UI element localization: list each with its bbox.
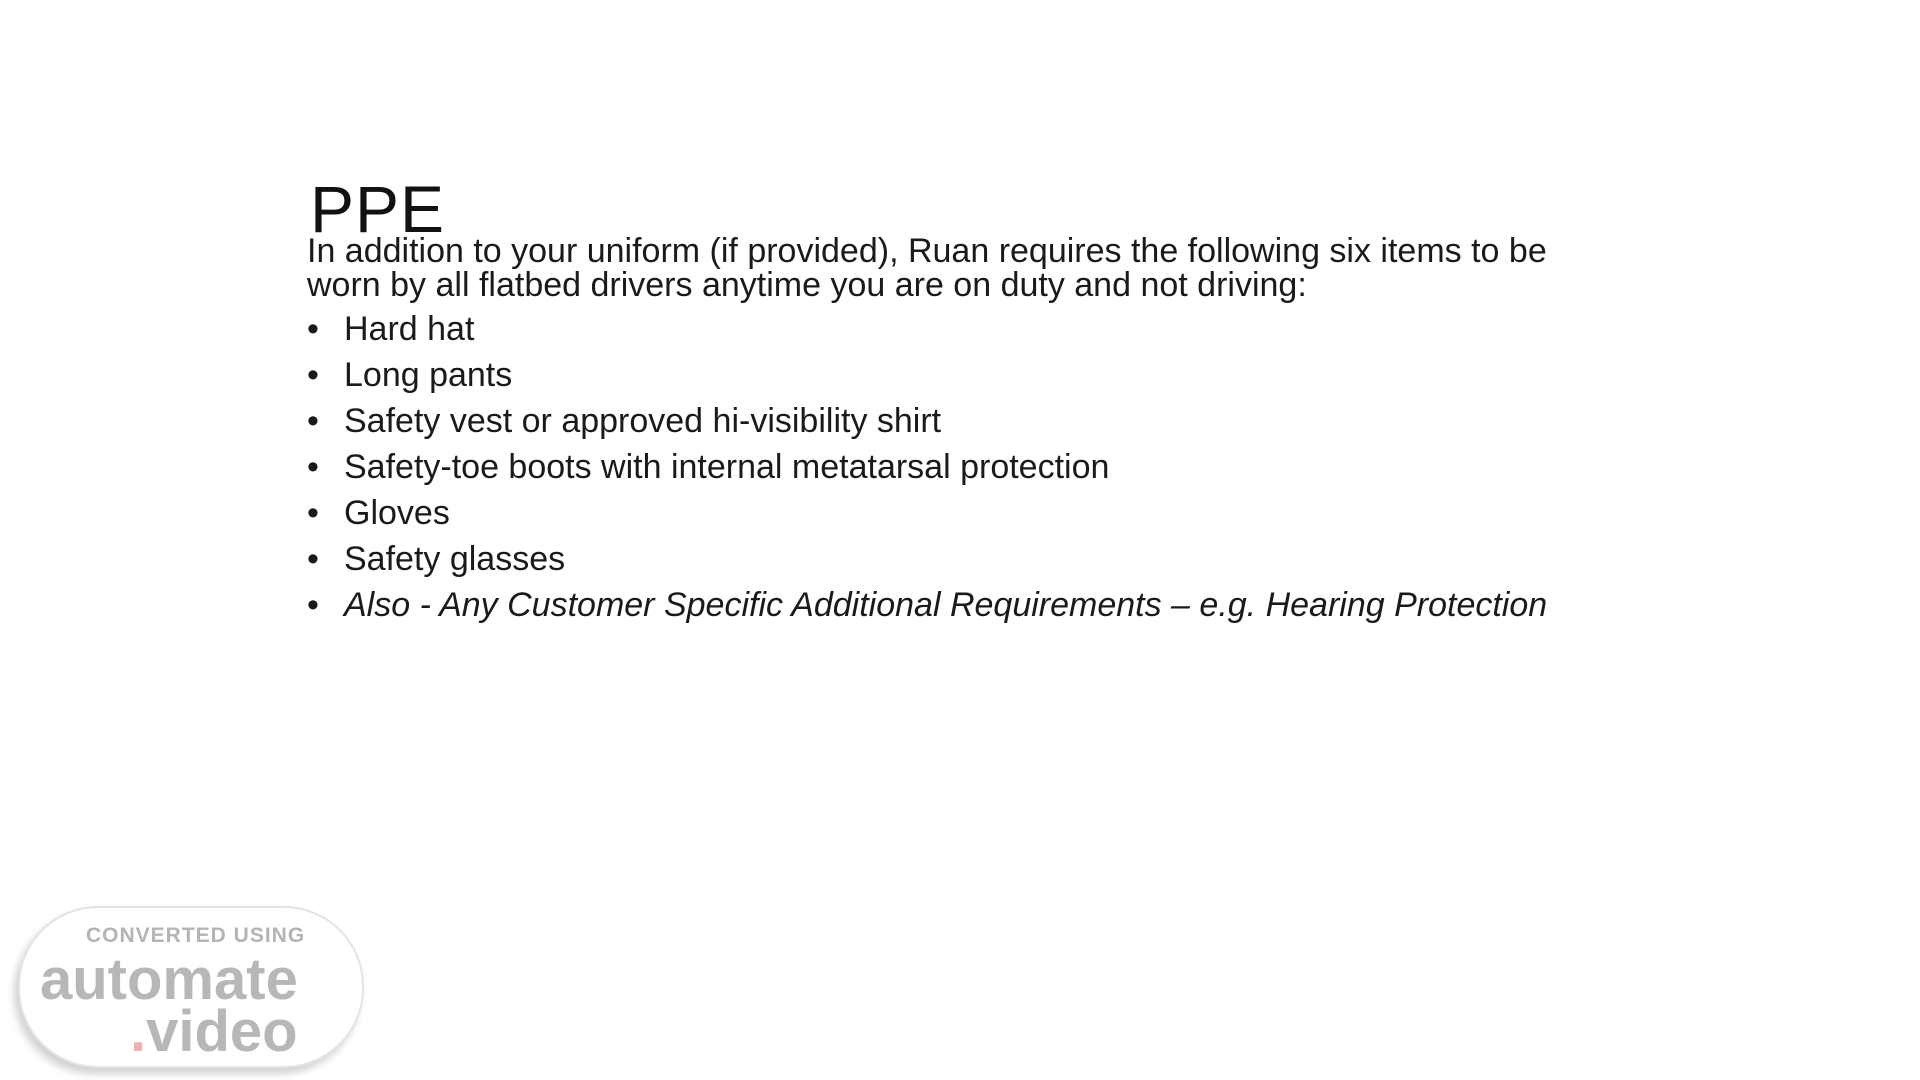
list-item xyxy=(307,496,1607,530)
bullet-icon: • xyxy=(307,448,319,486)
watermark-badge xyxy=(18,906,364,1068)
list-item xyxy=(307,358,1607,392)
list-item xyxy=(307,312,1607,346)
list-item xyxy=(307,542,1607,576)
bullet-icon: • xyxy=(307,494,319,532)
list-item-text: Safety glasses xyxy=(344,540,566,578)
watermark-logo-text: automate xyxy=(40,947,298,1012)
slide-title: PPE xyxy=(310,172,446,246)
bullet-icon: • xyxy=(307,356,319,394)
watermark-caption: CONVERTED USING xyxy=(86,924,306,947)
bullet-icon: • xyxy=(307,540,319,578)
list-item-text: Safety vest or approved hi-visibility shirt xyxy=(344,402,942,440)
list-item-text: Also - Any Customer Specific Additional Requirements – e.g. Hearing Protection xyxy=(344,586,1548,624)
list-item-text: Hard hat xyxy=(344,310,475,348)
watermark-video-text: video xyxy=(146,999,298,1064)
bullet-icon: • xyxy=(307,310,319,348)
bullet-icon: • xyxy=(307,402,319,440)
watermark-logo-subtext xyxy=(130,998,298,1065)
list-item-text: Gloves xyxy=(344,494,450,532)
list-item-text: Long pants xyxy=(344,356,513,394)
list-item xyxy=(307,404,1607,438)
bullet-icon: • xyxy=(307,586,319,624)
intro-paragraph: In addition to your uniform (if provided), Ruan requires the following six items to be worn by all flatbed drivers anytime you are on duty and not driving: xyxy=(307,232,1547,304)
list-item-text: Safety-toe boots with internal metatarsal protection xyxy=(344,448,1110,486)
watermark-dot: . xyxy=(130,999,147,1064)
ppe-list xyxy=(307,312,1607,634)
list-item xyxy=(307,450,1607,484)
list-item xyxy=(307,588,1607,622)
